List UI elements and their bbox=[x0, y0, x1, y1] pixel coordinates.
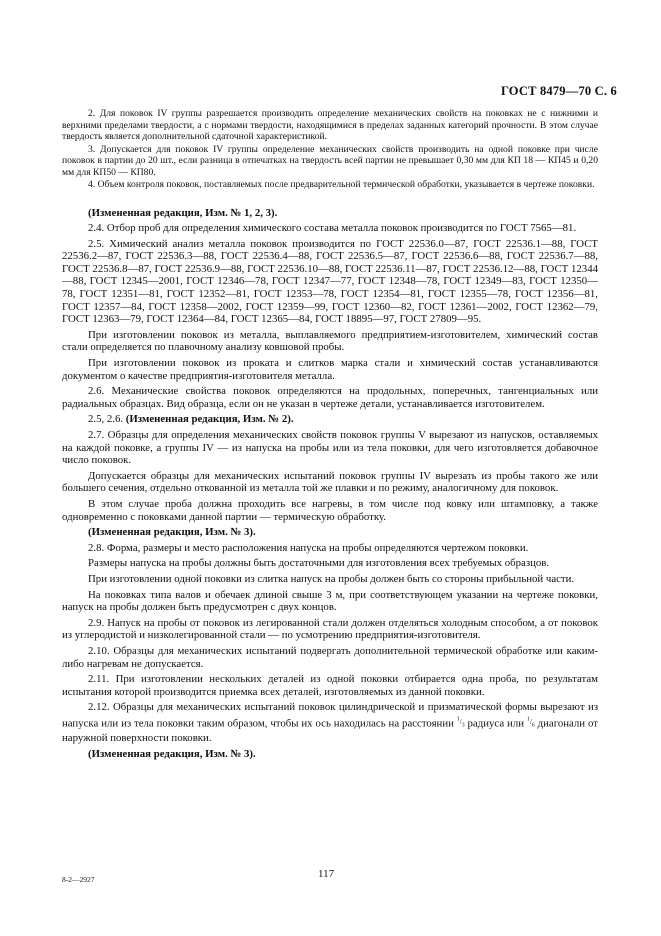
clause-2-6: 2.6. Механические свойства поковок определяются на продольных, поперечных, тангенциальных или радиальных образцах. Вид образца, если он не указан в чертеже детали, устанавливается изготовителем. bbox=[62, 385, 598, 410]
clause-2-7: 2.7. Образцы для определения механических свойств поковок группы V вырезают из напусков, оставляемых на каждой поковке, а группы IV — из напуска на пробы или из тела поковки, для чего изготовляется добавочное число поковок. bbox=[62, 429, 598, 467]
page-content bbox=[62, 108, 598, 763]
print-code: 8-2—2927 bbox=[62, 875, 95, 884]
paragraph: При изготовлении поковок из проката и слитков марка стали и химический состав устанавливаются документом о качестве предприятия-изготовителя металла. bbox=[62, 357, 598, 382]
amendment-note-2-5-2-6: 2.5, 2.6. (Измененная редакция, Изм. № 2). bbox=[88, 413, 294, 426]
clause-2-8: 2.8. Форма, размеры и место расположения напуска на пробы определяются чертежом поковки. bbox=[88, 541, 529, 554]
clause-2-12: 2.12. Образцы для механических испытаний поковок цилиндрической и призматической формы вырезают из напуска или из тела поковки таким образом, чтобы их ось находилась на расстоянии $^1/_3$ радиуса или $^1/_6$ диагонали от наружной поверхности поковки. bbox=[62, 701, 598, 745]
paragraph: Допускается образцы для механических испытаний поковок группы IV вырезать из пробы такого же или большего сечения, отдельно откованной из металла той же плавки и по режиму, аналогичному для поковок. bbox=[62, 469, 598, 495]
page-header: ГОСТ 8479—70 С. 6 bbox=[500, 84, 617, 98]
fraction-one-sixth: $^1/_6$ bbox=[526, 716, 535, 729]
note-4: 4. Объем контроля поковок, поставляемых после предварительной термической обработки, указывается в чертеже поковки. bbox=[88, 179, 595, 190]
paragraph: Размеры напуска на пробы должны быть достаточными для изготовления всех требуемых образцов. bbox=[88, 557, 550, 570]
page-number: 117 bbox=[318, 868, 335, 880]
clause-2-10: 2.10. Образцы для механических испытаний подвергать дополнительной термической обработке или каким-либо нагревам не допускается. bbox=[62, 644, 598, 670]
clause-2-9: 2.9. Напуск на пробы от поковок из легированной стали должен отделяться холодным способом, а от поковок из углеродистой и низколегированной стали — по усмотрению предприятия-изготовителя. bbox=[62, 616, 598, 642]
paragraph: На поковках типа валов и обечаек длиной свыше 3 м, при соответствующем указании на чертеже поковки, напуск на пробы должен быть предусмотрен с двух концов. bbox=[62, 588, 598, 614]
clause-2-4: 2.4. Отбор проб для определения химического состава металла поковок производится по ГОСТ 7565—81. bbox=[88, 222, 577, 235]
clause-2-5: 2.5. Химический анализ металла поковок производится по ГОСТ 22536.0—87, ГОСТ 22536.1—88, ГОСТ 22536.2—87, ГОСТ 22536.3—88, ГОСТ 22536.4—88, ГОСТ 22536.5—87, ГОСТ 22536.6—88, ГОСТ 22536.7—88, ГОСТ 22536.8—87, ГОСТ 22536.9—88, ГОСТ 22536.10—88, ГОСТ 22536.11—87, ГОСТ 22536.12—88, ГОСТ 12344—88, ГОСТ 12345—2001, ГОСТ 12346—78, ГОСТ 12347—77, ГОСТ 12348—78, ГОСТ 12349—83, ГОСТ 12350—78, ГОСТ 12351—81, ГОСТ 12352—81, ГОСТ 12353—78, ГОСТ 12354—81, ГОСТ 12355—78, ГОСТ 12356—81, ГОСТ 12357—84, ГОСТ 12358—2002, ГОСТ 12359—99, ГОСТ 12360—82, ГОСТ 12361—2002, ГОСТ 12362—79, ГОСТ 12363—79, ГОСТ 12364—84, ГОСТ 12365—84, ГОСТ 18895—97, ГОСТ 27809—95. bbox=[62, 237, 598, 326]
note-3: 3. Допускается для поковок IV группы определение механических свойств производить на одной поковке при числе поковок в партии до 20 шт., если разница в отпечатках на твердость всей партии не превышает 0,30 мм для КП 18 — КП45 и 0,20 мм для КП50 — КП80. bbox=[62, 143, 598, 178]
paragraph: При изготовлении поковок из металла, выплавляемого предприятием-изготовителем, химический состав стали определяется по плавочному анализу ковшовой пробы. bbox=[62, 328, 598, 354]
amendment-note: (Измененная редакция, Изм. № 3). bbox=[88, 747, 256, 760]
clause-2-11: 2.11. При изготовлении нескольких деталей из одной поковки отбирается одна проба, по результатам испытания которой производится приемка всех деталей, изготовляемых из данной поковки. bbox=[62, 673, 598, 698]
paragraph: В этом случае проба должна проходить все нагревы, в том числе под ковку или штамповку, а также одновременно с поковками данной партии — термическую обработку. bbox=[62, 497, 598, 523]
amendment-note: (Измененная редакция, Изм. № 3). bbox=[88, 526, 256, 539]
fraction-one-third: $^1/_3$ bbox=[456, 716, 465, 729]
amendment-note: (Измененная редакция, Изм. № 1, 2, 3). bbox=[88, 206, 278, 219]
note-2: 2. Для поковок IV группы разрешается производить определение механических свойств на поковках не с нижними и верхними пределами твердости, а с нормами твердости, находящимися в пределах заданных категорий прочности. В этом случае твердость является дополнительной сдаточной характеристикой. bbox=[62, 108, 598, 142]
paragraph: При изготовлении одной поковки из слитка напуск на пробы должен быть со стороны прибыльной части. bbox=[88, 572, 575, 585]
